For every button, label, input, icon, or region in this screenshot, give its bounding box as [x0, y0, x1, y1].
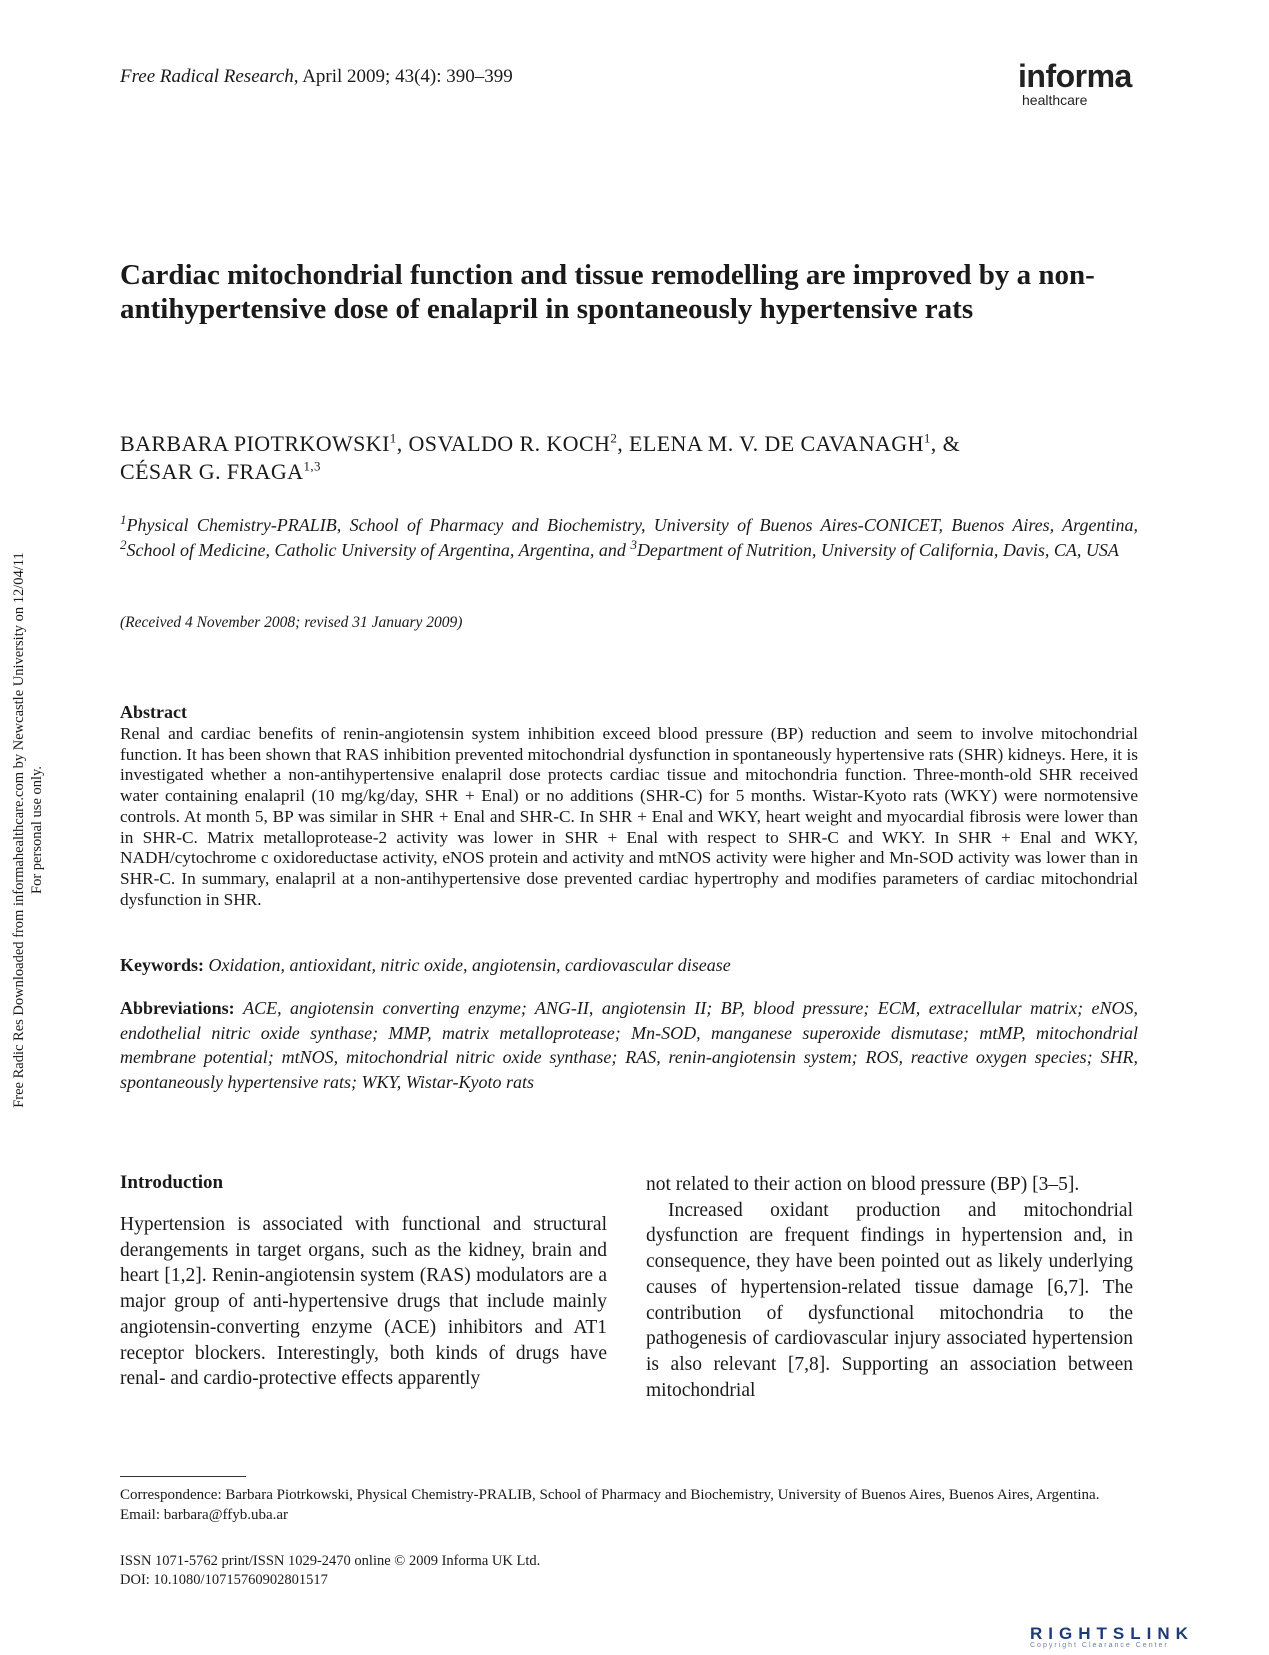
- personal-use-notice: For personal use only.: [29, 766, 45, 894]
- author-affiliation-marker: 1: [389, 430, 397, 446]
- author-separator: ,: [396, 431, 409, 456]
- keywords-label: Keywords:: [120, 955, 204, 975]
- rightslink-subtext: Copyright Clearance Center: [1030, 1642, 1169, 1649]
- affiliation-text: Physical Chemistry-PRALIB, School of Pharmacy and Biochemistry, University of Buenos Aires-CONICET, Buenos Aires, Argentina,: [126, 515, 1138, 535]
- author-affiliation-marker: 1,3: [303, 458, 321, 474]
- journal-issue: , April 2009; 43(4): 390–399: [293, 66, 513, 87]
- affiliations: [120, 513, 1138, 563]
- author-separator: ,: [617, 431, 630, 456]
- intro-column-left: [120, 1212, 607, 1392]
- author-name: BARBARA PIOTRKOWSKI: [120, 431, 390, 456]
- author-name: ELENA M. V. DE CAVANAGH: [629, 431, 924, 456]
- publisher-logo-subtext: healthcare: [1022, 92, 1088, 108]
- abstract-text: Renal and cardiac benefits of renin-angiotensin system inhibition exceed blood pressure (BP) reduction and seem to involve mitochondrial function. It has been shown that RAS inhibition prevented mitochondrial dysfunction in spontaneously hypertensive rats (SHR) kidneys. Here, it is investigated whether a non-antihypertensive enalapril dose protects cardiac tissue and mitochondria function. Three-month-old SHR received water containing enalapril (10 mg/kg/day, SHR + Enal) or no additions (SHR-C) for 5 months. Wistar-Kyoto rats (WKY) were normotensive controls. At month 5, BP was similar in SHR + Enal and SHR-C. In SHR + Enal and WKY, heart weight and myocardial fibrosis were lower than in SHR-C. Matrix metalloprotease-2 activity was lower in SHR + Enal with respect to SHR-C and WKY. In SHR + Enal and WKY, NADH/cytochrome c oxidoreductase activity, eNOS protein and activity and mtNOS activity were higher and Mn-SOD activity was lower than in SHR-C. In summary, enalapril at a non-antihypertensive dose prevented cardiac hypertrophy and modifies parameters of cardiac mitochondrial dysfunction in SHR.: [120, 724, 1138, 909]
- abbreviations-label: Abbreviations:: [120, 998, 235, 1018]
- author-separator: , &: [930, 431, 961, 456]
- intro-paragraph: Increased oxidant production and mitochondrial dysfunction are frequent findings in hypertension and, in consequence, they have been pointed out as likely underlying causes of hypertension-related tissue damage [6,7]. The contribution of dysfunctional mitochondria to the pathogenesis of cardiovascular injury associated hypertension is also relevant [7,8]. Supporting an association between mitochondrial: [646, 1199, 1133, 1401]
- doi-line: DOI: 10.1080/10715760902801517: [120, 1572, 328, 1588]
- download-watermark: [10, 500, 46, 1160]
- download-notice: Free Radic Res Downloaded from informahealthcare.com by Newcastle University on 12/04/11: [11, 552, 27, 1108]
- publication-info: [120, 1552, 540, 1590]
- rightslink-text: RIGHTSLINK: [1030, 1624, 1194, 1643]
- affiliation-marker: 1: [120, 512, 127, 527]
- journal-citation: [120, 66, 513, 88]
- author-list: [120, 430, 1140, 486]
- introduction-heading: Introduction: [120, 1172, 224, 1193]
- affiliation-text: School of Medicine, Catholic University of Argentina, Argentina, and: [126, 540, 631, 560]
- intro-column-right: [646, 1172, 1133, 1403]
- publisher-logo: [1018, 60, 1138, 108]
- affiliation-marker: 2: [120, 537, 127, 552]
- author-affiliation-marker: 1: [923, 430, 931, 446]
- author-name: CÉSAR G. FRAGA: [120, 459, 304, 484]
- intro-paragraph: Hypertension is associated with functional and structural derangements in target organs, such as the kidney, brain and heart [1,2]. Renin-angiotensin system (RAS) modulators are a major group of anti-hypertensive drugs that include mainly angiotensin-converting enzyme (ACE) inhibitors and AT1 receptor blockers. Interestingly, both kinds of drugs have renal- and cardio-protective effects apparently: [120, 1214, 607, 1390]
- footnote-divider: [120, 1476, 246, 1477]
- affiliation-marker: 3: [630, 537, 637, 552]
- affiliation-text: Department of Nutrition, University of California, Davis, CA, USA: [636, 540, 1119, 560]
- article-title: Cardiac mitochondrial function and tissue remodelling are improved by a non-antihypertensive dose of enalapril in spontaneously hypertensive rats: [120, 259, 1095, 325]
- abbreviations-text: ACE, angiotensin converting enzyme; ANG-II, angiotensin II; BP, blood pressure; ECM, extracellular matrix; eNOS, endothelial nitric oxide synthase; MMP, matrix metalloprotease; Mn-SOD, manganese superoxide dismutase; mtMP, mitochondrial membrane potential; mtNOS, mitochondrial nitric oxide synthase; RAS, renin-angiotensin system; ROS, reactive oxygen species; SHR, spontaneously hypertensive rats; WKY, Wistar-Kyoto rats: [120, 998, 1138, 1092]
- received-dates: (Received 4 November 2008; revised 31 January 2009): [120, 614, 463, 631]
- author-affiliation-marker: 2: [610, 430, 618, 446]
- rightslink-logo[interactable]: [1030, 1624, 1240, 1649]
- correspondence-note: Correspondence: Barbara Piotrkowski, Physical Chemistry-PRALIB, School of Pharmacy and Biochemistry, University of Buenos Aires, Buenos Aires, Argentina. Email: barbara@ffyb.uba.ar: [120, 1487, 1100, 1523]
- author-name: OSVALDO R. KOCH: [408, 431, 611, 456]
- publisher-logo-text: informa: [1018, 58, 1132, 94]
- journal-name: Free Radical Research: [120, 66, 294, 87]
- keywords: [120, 953, 1138, 977]
- intro-paragraph: not related to their action on blood pressure (BP) [3–5].: [646, 1174, 1080, 1195]
- abstract-heading: Abstract: [120, 702, 187, 722]
- issn-line: ISSN 1071-5762 print/ISSN 1029-2470 online © 2009 Informa UK Ltd.: [120, 1553, 541, 1569]
- abbreviations: [120, 996, 1138, 1094]
- keywords-text: Oxidation, antioxidant, nitric oxide, angiotensin, cardiovascular disease: [208, 955, 731, 975]
